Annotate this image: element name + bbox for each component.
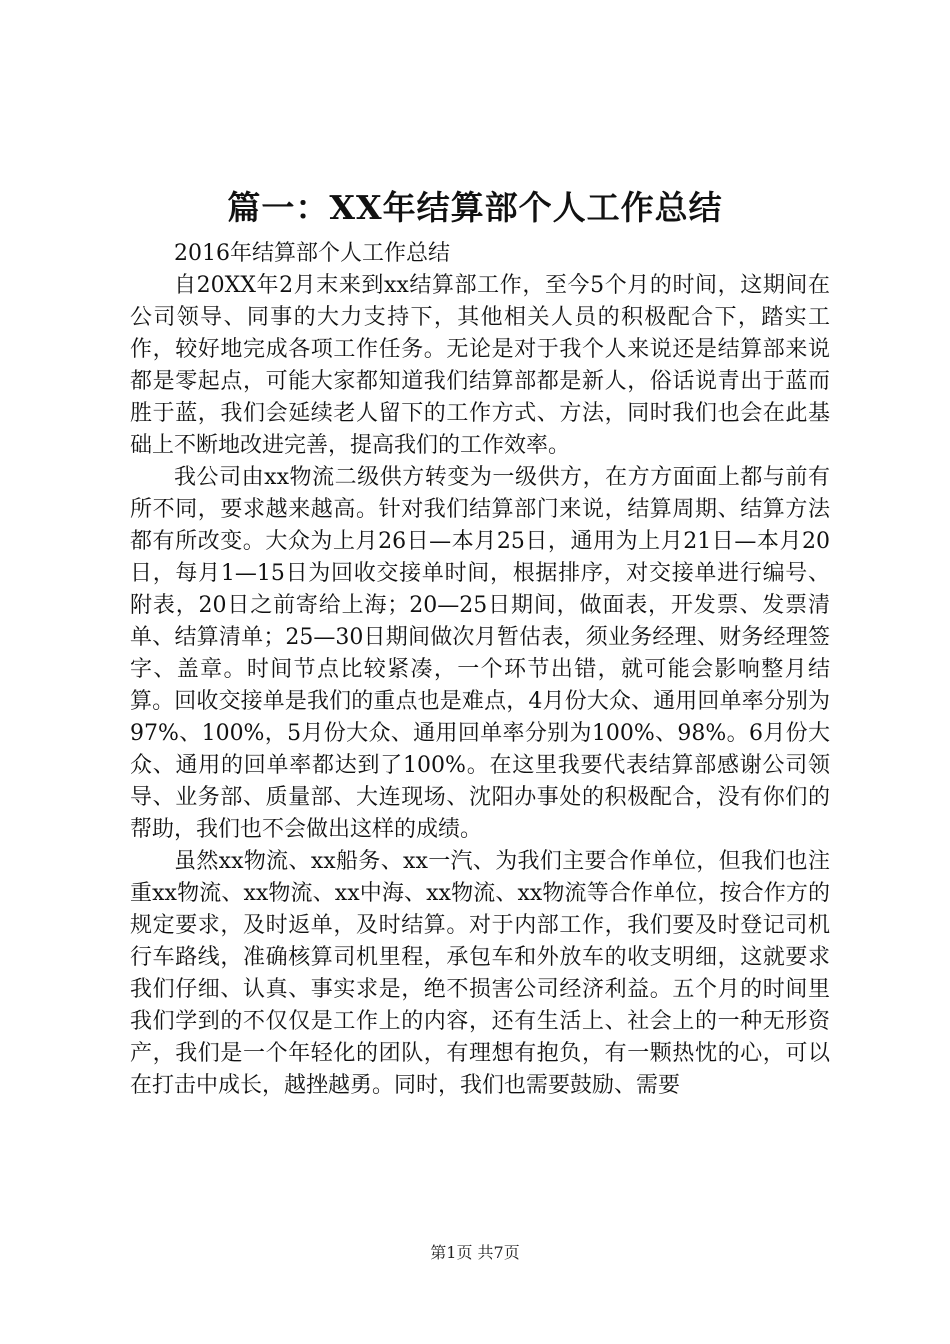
- document-title: 篇一：XX年结算部个人工作总结: [227, 188, 723, 227]
- document-subtitle: 2016年结算部个人工作总结: [174, 241, 450, 266]
- body-paragraph-2: 我公司由xx物流二级供方转变为一级供方，在方方面面上都与前有所不同，要求越来越高。针对我们结算部门来说，结算周期、结算方法都有所改变。大众为上月26日—本月25日，通用为上月21日—本月20日，每月1—15日为回收交接单时间，根据排序，对交接单进行编号、附表，20日之前寄给上海；20—25日期间，做面表，开发票、发票清单、结算清单；25—30日期间做次月暂估表，须业务经理、财务经理签字、盖章。时间节点比较紧凑，一个环节出错，就可能会影响整月结算。回收交接单是我们的重点也是难点，4月份大众、通用回单率分别为97%、100%，5月份大众、通用回单率分别为100%、98%。6月份大众、通用的回单率都达到了100%。在这里我要代表结算部感谢公司领导、业务部、质量部、大连现场、沈阳办事处的积极配合，没有你们的帮助，我们也不会做出这样的成绩。: [130, 465, 830, 842]
- document-body: [130, 238, 830, 1102]
- body-paragraph-1: 自20XX年2月末来到xx结算部工作，至今5个月的时间，这期间在公司领导、同事的大力支持下，其他相关人员的积极配合下，踏实工作，较好地完成各项工作任务。无论是对于我个人来说还是结算部来说都是零起点，可能大家都知道我们结算部都是新人，俗话说青出于蓝而胜于蓝，我们会延续老人留下的工作方式、方法，同时我们也会在此基础上不断地改进完善，提高我们的工作效率。: [130, 273, 830, 458]
- page-footer: 第1页 共7页: [430, 1243, 520, 1262]
- body-paragraph-3: 虽然xx物流、xx船务、xx一汽、为我们主要合作单位，但我们也注重xx物流、xx物流、xx中海、xx物流、xx物流等合作单位，按合作方的规定要求，及时返单，及时结算。对于内部工作，我们要及时登记司机行车路线，准确核算司机里程，承包车和外放车的收支明细，这就要求我们仔细、认真、事实求是，绝不损害公司经济利益。五个月的时间里我们学到的不仅仅是工作上的内容，还有生活上、社会上的一种无形资产，我们是一个年轻化的团队，有理想有抱负，有一颗热忱的心，可以在打击中成长，越挫越勇。同时，我们也需要鼓励、需要: [130, 849, 830, 1098]
